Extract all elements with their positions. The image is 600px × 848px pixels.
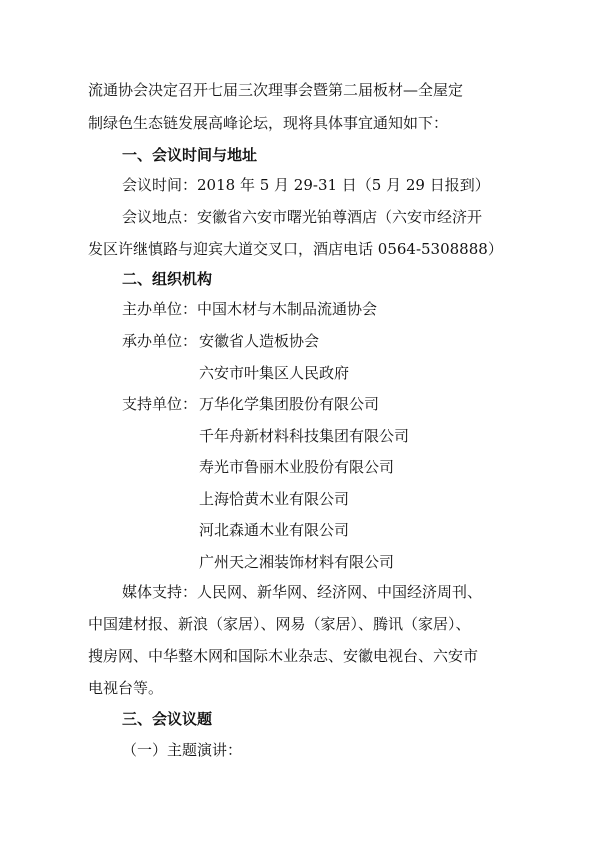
media-line: 搜房网、中华整木网和国际木业杂志、安徽电视台、六安市 <box>88 647 479 665</box>
media-line: 电视台等。 <box>88 679 164 697</box>
organizer-item: 六安市叶集区人民政府 <box>199 364 350 382</box>
section-heading: 一、会议时间与地址 <box>122 146 258 164</box>
supporter-item: 千年舟新材料科技集团有限公司 <box>199 427 410 445</box>
meeting-venue: 发区许继慎路与迎宾大道交叉口，酒店电话 0564-5308888） <box>88 240 503 258</box>
supporter-item: 万华化学集团股份有限公司 <box>199 395 380 413</box>
supporter-item: 上海恰黄木业有限公司 <box>199 490 350 508</box>
section-heading: 三、会议议题 <box>122 710 213 728</box>
supporter-item: 广州天之湘装饰材料有限公司 <box>199 553 395 571</box>
subsection-heading: （一）主题演讲： <box>122 741 243 759</box>
meeting-venue: 会议地点：安徽省六安市曙光铂尊酒店（六安市经济开 <box>122 208 483 226</box>
media-line: 中国建材报、新浪（家居）、网易（家居）、腾讯（家居）、 <box>88 615 471 633</box>
organizer-item: 安徽省人造板协会 <box>199 332 320 350</box>
supporter-item: 河北森通木业有限公司 <box>199 521 350 539</box>
host-unit: 主办单位：中国木材与木制品流通协会 <box>122 300 378 318</box>
meeting-time: 会议时间：2018 年 5 月 29-31 日（5 月 29 日报到） <box>122 176 490 194</box>
section-heading: 二、组织机构 <box>122 270 213 288</box>
intro-line: 制绿色生态链发展高峰论坛，现将具体事宜通知如下： <box>88 114 449 132</box>
supporter-item: 寿光市鲁丽木业股份有限公司 <box>199 458 395 476</box>
intro-line: 流通协会决定召开七届三次理事会暨第二届板材—全屋定 <box>88 81 464 99</box>
supporter-label: 支持单位： <box>122 395 198 413</box>
organizer-label: 承办单位： <box>122 332 198 350</box>
media-line: 媒体支持：人民网、新华网、经济网、中国经济周刊、 <box>122 583 483 601</box>
